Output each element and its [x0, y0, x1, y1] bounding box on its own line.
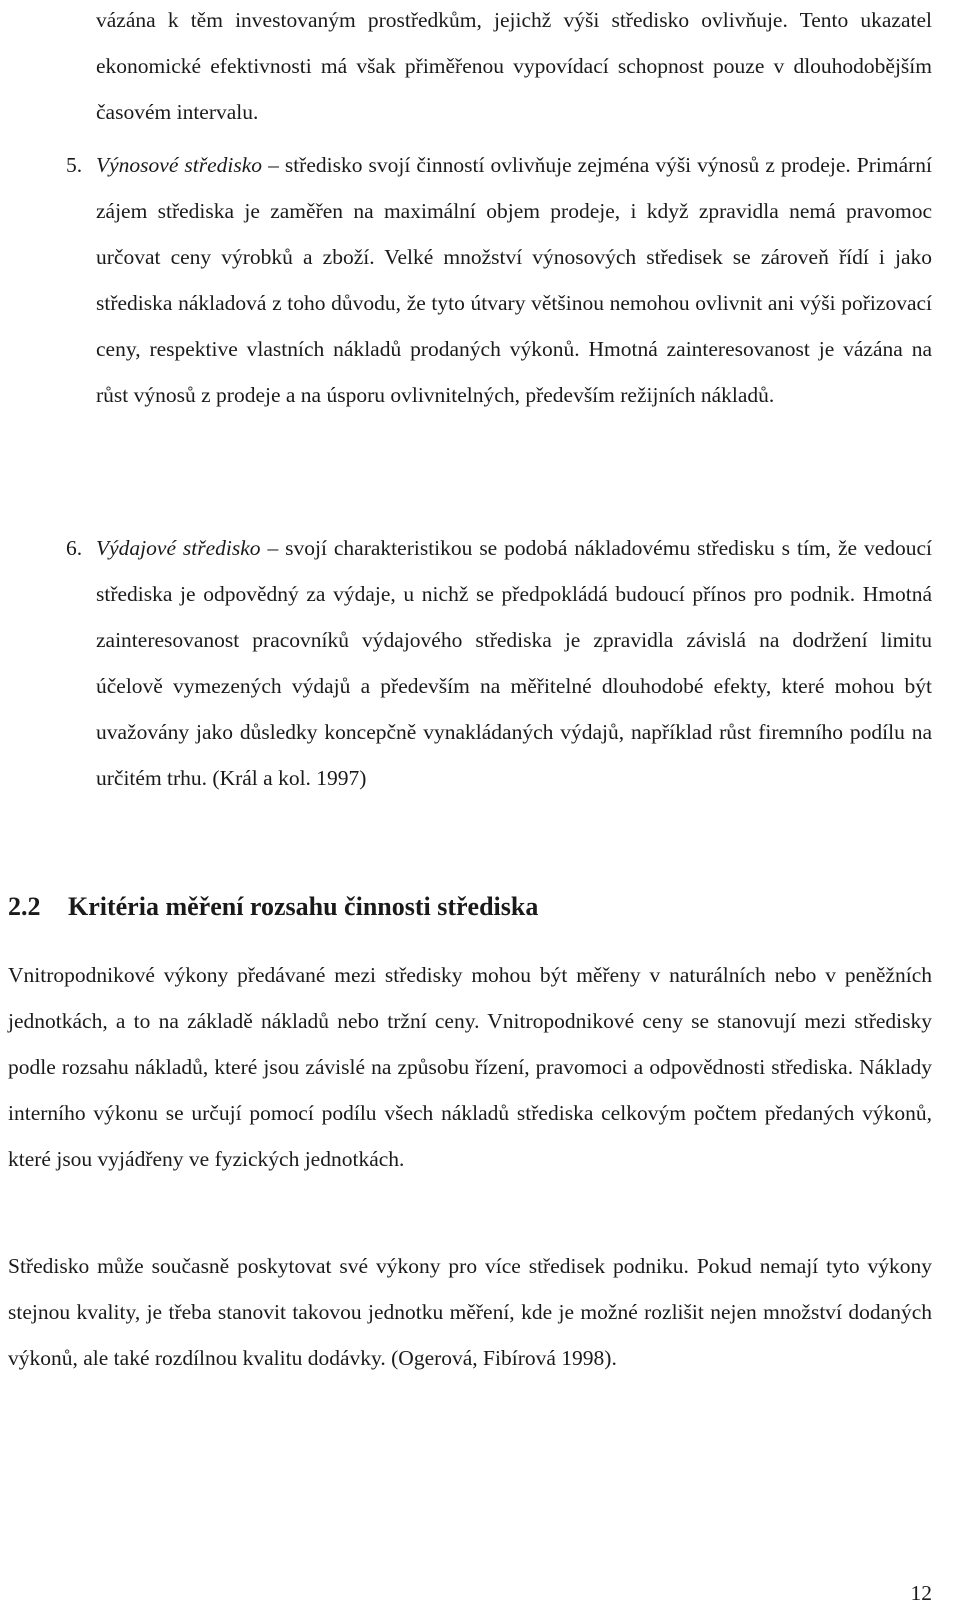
item-text: svojí charakteristikou se podobá nákladovému středisku s tím, že vedoucí střediska je odpovědný za výdaje, u nichž se předpokládá budoucí přínos pro podnik. Hmotná zainteresovanost pracovníků výdajového střediska je zpravidla závislá na dodržení limitu účelově vymezených výdajů a především na měřitelné dlouhodobé efekty, které mohou být uvažovány jako důsledky koncepčně vynakládaných výdajů, například růst firemního podílu na určitém trhu. (Král a kol. 1997) — [96, 536, 933, 791]
section-heading — [8, 887, 538, 927]
item-text: středisko svojí činností ovlivňuje zejména výši výnosů z prodeje. Primární zájem střediska je zaměřen na maximální objem prodeje, i když zpravidla nemá pravomoc určovat ceny výrobků a zboží. Velké množství výnosových středisek se zároveň řídí i jako střediska nákladová z toho důvodu, že tyto útvary většinou nemohou ovlivnit ani výši pořizovací ceny, respektive vlastních nákladů prodaných výkonů. Hmotná zainteresovanost je vázána na růst výnosů z prodeje a na úsporu ovlivnitelných, především režijních nákladů. — [96, 153, 932, 408]
item-term: Výnosové středisko — [96, 153, 263, 177]
item-term: Výdajové středisko — [96, 536, 261, 560]
page-number: 12 — [910, 1581, 932, 1605]
section-number: 2.2 — [8, 892, 41, 921]
list-item-6 — [96, 525, 932, 802]
continuation-paragraph — [96, 0, 932, 135]
item-number-5: 5. — [66, 153, 83, 177]
paragraph: Středisko může současně poskytovat své výkony pro více středisek podniku. Pokud nemají tyto výkony stejnou kvality, je třeba stanovit takovou jednotku měření, kde je možné rozlišit nejen množství dodaných výkonů, ale také rozdílnou kvalitu dodávky. (Ogerová, Fibírová 1998). — [8, 1254, 932, 1371]
item-dash: – — [262, 153, 285, 177]
item-number-6: 6. — [66, 536, 83, 560]
list-item-5 — [96, 142, 932, 419]
section-title: Kritéria měření rozsahu činnosti střediska — [68, 892, 539, 921]
continuation-text: vázána k těm investovaným prostředkům, jejichž výši středisko ovlivňuje. Tento ukazatel ekonomické efektivnosti má však přiměřenou vypovídací schopnost pouze v dlouhodobějším časovém intervalu. — [96, 8, 932, 125]
item-dash: – — [260, 536, 286, 560]
paragraph: Vnitropodnikové výkony předávané mezi středisky mohou být měřeny v naturálních nebo v peněžních jednotkách, a to na základě nákladů nebo tržní ceny. Vnitropodnikové ceny se stanovují mezi středisky podle rozsahu nákladů, které jsou závislé na způsobu řízení, pravomoci a odpovědnosti střediska. Náklady interního výkonu se určují pomocí podílu všech nákladů střediska celkovým počtem předaných výkonů, které jsou vyjádřeny ve fyzických jednotkách. — [8, 963, 932, 1172]
